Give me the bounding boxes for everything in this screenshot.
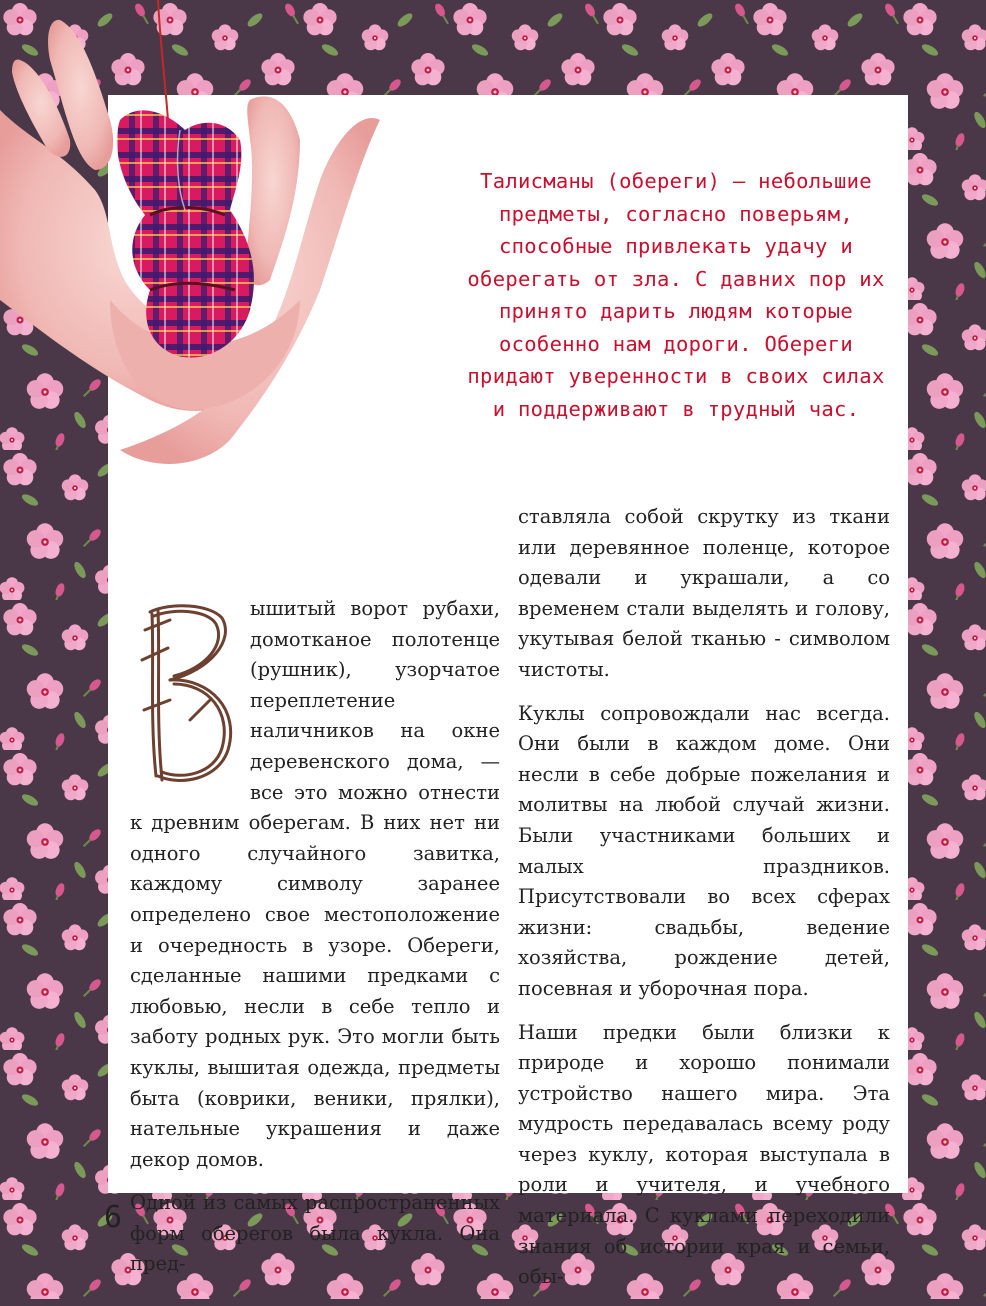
page-number: 6 [103,1200,123,1235]
drop-cap-twig-letter [130,600,240,790]
article-column-right [518,502,890,1306]
article-paragraph-1: ышитый ворот рубахи, домотканое полотенце (рушник), узорчатое переплетение наличников на окне деревенского дома, — все это можно отнести к древним оберегам. В них нет ни одного случайного завитка, каждому символу заранее определено свое местоположение и очередность в узоре. Обереги, сделанные нашими предками с любовью, несли в себе тепло и заботу родных рук. Это могли быть куклы, вышитая одежда, предметы быта (коврики, веники, прялки), нательные украшения и даже декор домов. [130,597,500,1171]
article-paragraph-4: Куклы сопровождали нас всегда. Они были в каждом доме. Они несли в себе добрые пожелания и молитвы на любой случай жизни. Были участниками больших и малых праздников. Присутствовали во всех сферах жизни: свадьбы, ведение хозяйства, рождение детей, посевная и уборочная пора. [518,701,890,1000]
intro-text: Талисманы (обереги) — небольшие предметы, согласно поверьям, способные привлекать удачу и оберегать от зла. С давних пор их принято дарить людям которые особенно нам дороги. Обереги придают уверенности в своих силах и поддерживают в трудный час. [467,169,885,421]
article-paragraph-2: Одной из самых распространенных форм оберегов была кукла. Она пред- [130,1191,500,1276]
article-paragraph-5: Наши предки были близки к природе и хорошо понимали устройство нашего мира. Эта мудрость передавалась всему роду через куклу, которая выступала в роли и учителя, и учебного материала. С куклами переходили знания об истории края и семьи, обы- [518,1020,890,1289]
article-paragraph-3: ставляла собой скрутку из ткани или деревянное поленце, которое одевали и украшали, а со временем стали выделять и голову, укутывая белой тканью - символом чистоты. [518,505,890,681]
article-column-left [130,594,500,1280]
hands-amulet-photo [0,0,400,475]
